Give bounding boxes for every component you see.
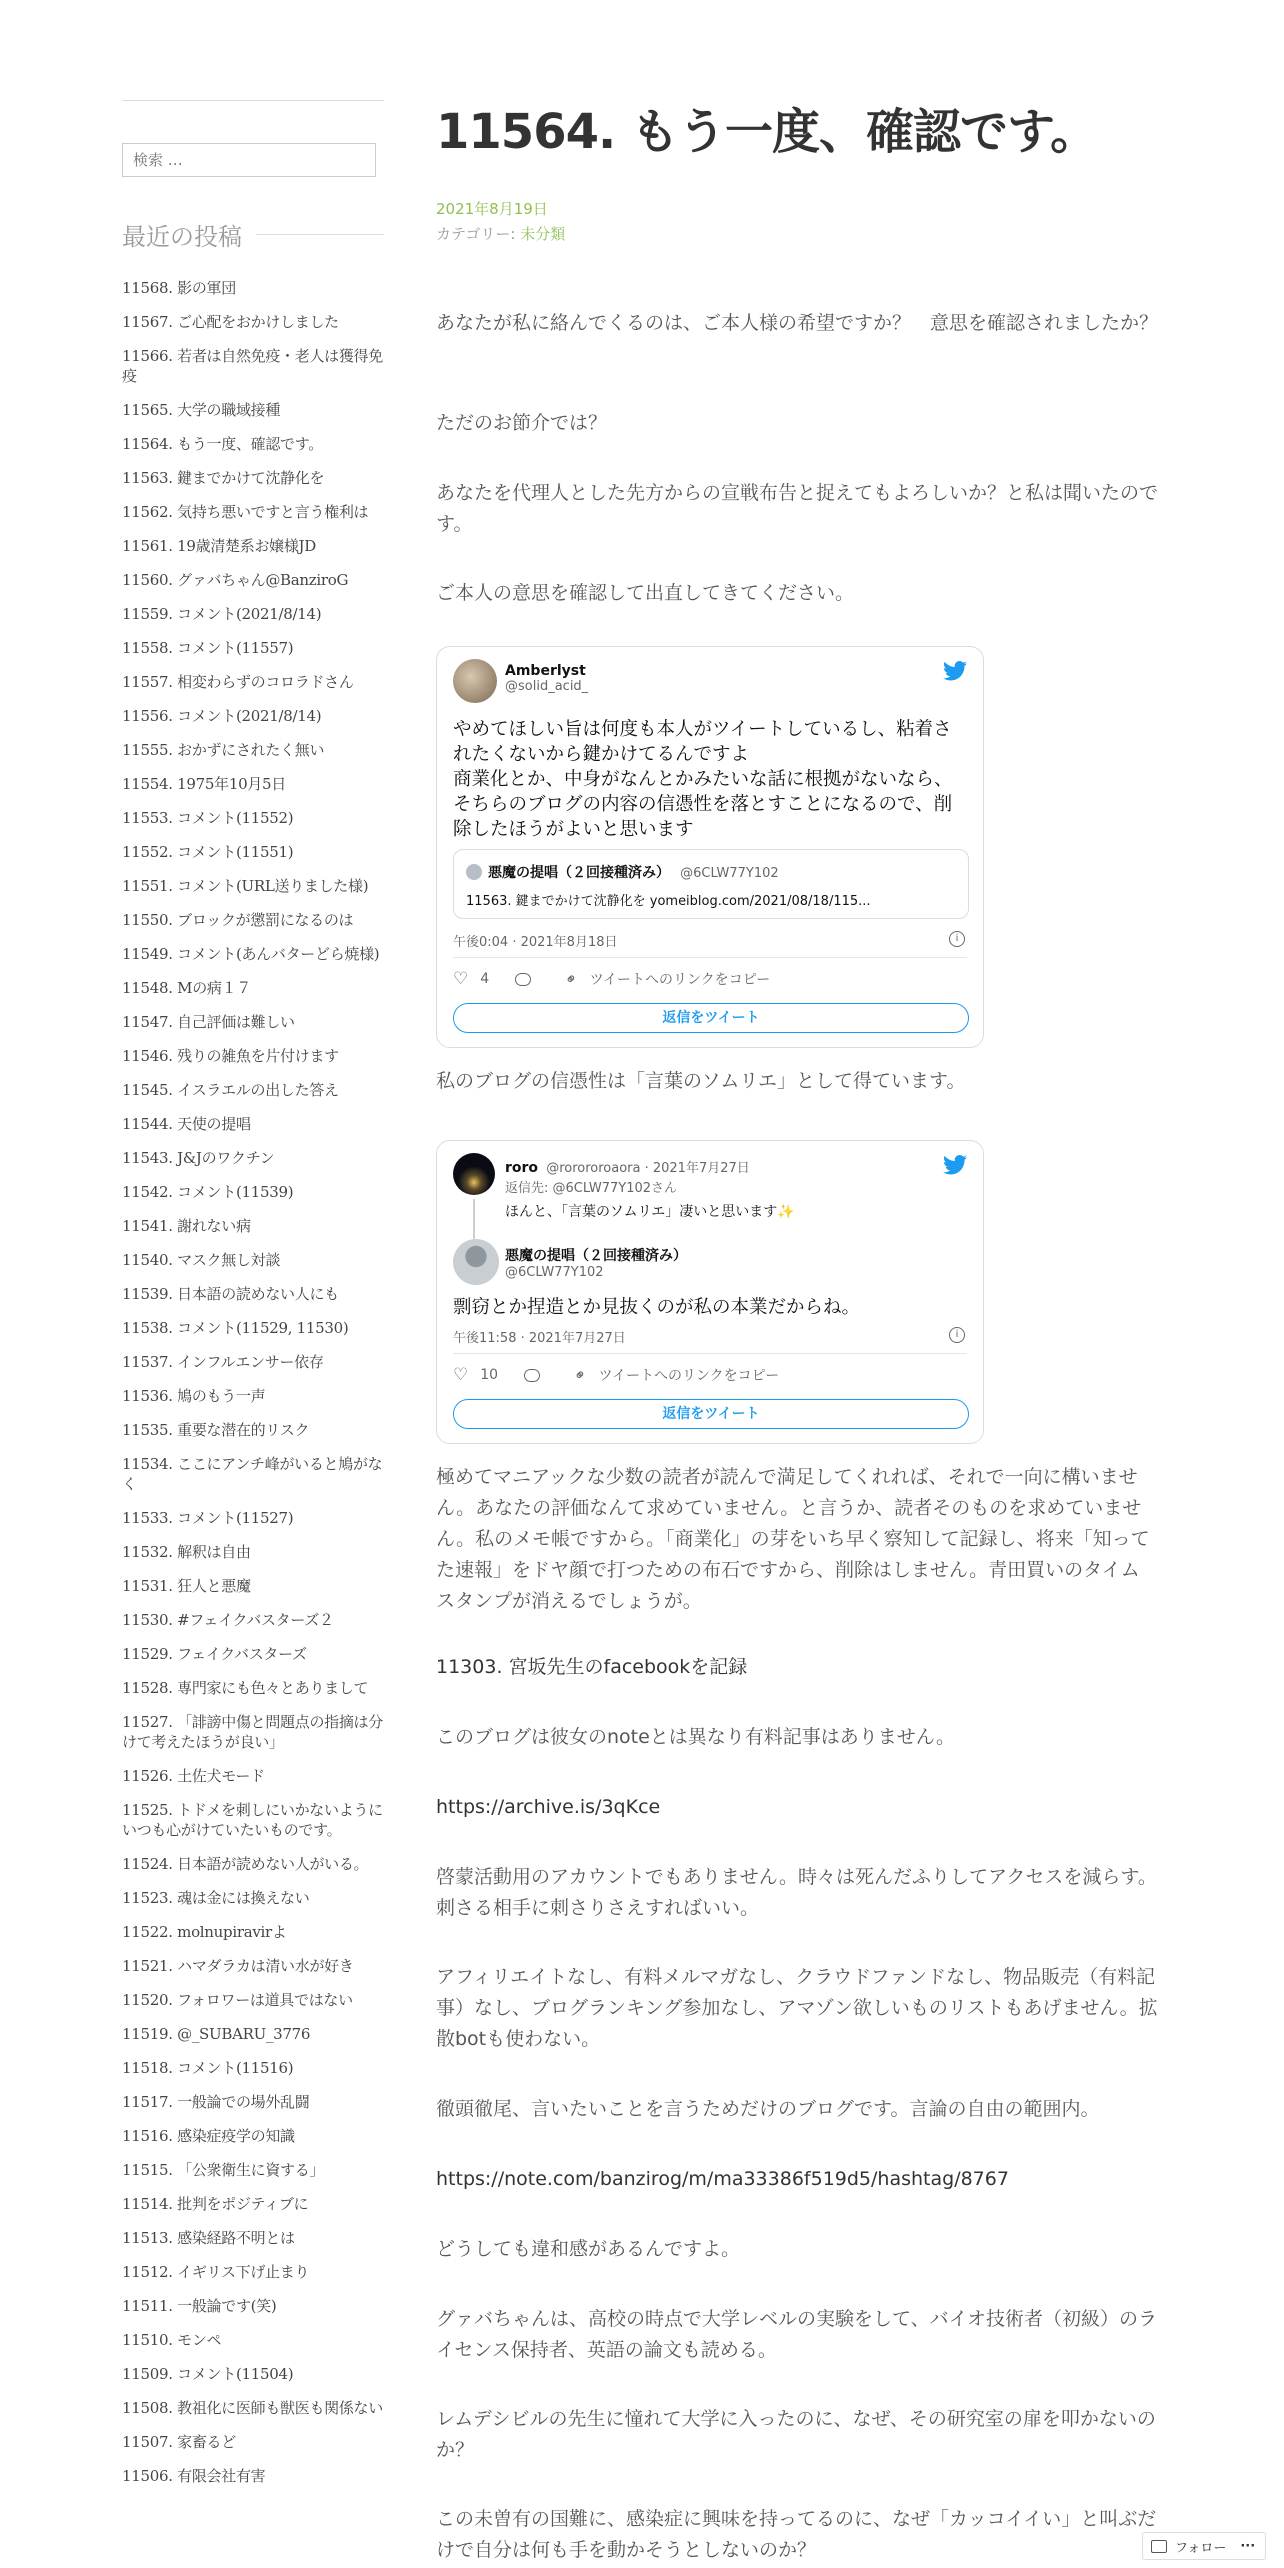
paragraph: あなたを代理人とした先方からの宣戦布告と捉えてもよろしいか？と私は聞いたのです。: [436, 482, 1159, 535]
quoted-author-name: 悪魔の提唱（２回接種済み）: [488, 865, 670, 881]
recent-post-link[interactable]: 11512. イギリス下げ止まり: [122, 2263, 310, 2281]
recent-post-link[interactable]: 11524. 日本語が読めない人がいる。: [122, 1855, 369, 1873]
tweet-body: やめてほしい旨は何度も本人がツイートしているし、粘着されたくないから鍵かけてるんですよ 商業化とか、中身がなんとかみたいな話に根拠がないなら、そちらのブログの内容の信憑性を落とすことになるので、削除したほうがよいと思います: [453, 719, 953, 840]
sidebar-top-divider: [122, 100, 384, 101]
paragraph: 徹頭徹尾、言いたいことを言うためだけのブログです。言論の自由の範囲内。: [436, 2098, 1100, 2120]
quoted-author-handle: @6CLW77Y102: [680, 866, 779, 881]
recent-post-link[interactable]: 11553. コメント(11552): [122, 809, 294, 827]
quoted-tweet[interactable]: [453, 849, 969, 919]
copy-link-label[interactable]: ツイートへのリンクをコピー: [598, 1368, 780, 1384]
tweet-body: 剽窃とか捏造とか見抜くのが私の本業だからね。: [453, 1297, 861, 1318]
post-title: 11564. もう一度、確認です。: [436, 104, 1098, 160]
recent-post-link[interactable]: 11518. コメント(11516): [122, 2059, 294, 2077]
recent-post-link[interactable]: 11536. 鳩のもう一声: [122, 1387, 266, 1405]
reply-icon[interactable]: [524, 1369, 540, 1382]
category-link[interactable]: 未分類: [520, 225, 566, 243]
recent-post-link[interactable]: 11547. 自己評価は難しい: [122, 1013, 295, 1031]
tweet-timestamp[interactable]: 午後0:04 · 2021年8月18日: [453, 935, 618, 950]
tweet-author-name[interactable]: Amberlyst: [505, 663, 586, 679]
category-label: カテゴリー:: [436, 225, 521, 243]
recent-post-link[interactable]: 11566. 若者は自然免疫・老人は獲得免疫: [122, 347, 383, 385]
recent-post-link[interactable]: 11526. 土佐犬モード: [122, 1767, 265, 1785]
recent-post-link[interactable]: 11543. J&Jのワクチン: [122, 1149, 275, 1167]
wordpress-follow-icon: [1151, 2540, 1167, 2553]
reply-tweet-button[interactable]: 返信をツイート: [453, 1003, 969, 1033]
copy-link-label[interactable]: ツイートへのリンクをコピー: [589, 972, 771, 988]
reply-icon[interactable]: [515, 973, 531, 986]
recent-post-link[interactable]: 11522. molnupiravirよ: [122, 1923, 287, 1941]
recent-post-link[interactable]: 11532. 解釈は自由: [122, 1543, 251, 1561]
parent-tweet-text: ほんと、「言葉のソムリエ」凄いと思います✨: [505, 1204, 795, 1220]
tweet-timestamp[interactable]: 午後11:58 · 2021年7月27日: [453, 1331, 626, 1346]
recent-posts-heading: [122, 217, 384, 252]
paragraph: この未曽有の国難に、感染症に興味を持ってるのに、なぜ「カッコイイい」と叫ぶだけで自分は何も手を動かそうとしないのか？: [436, 2508, 1157, 2561]
recent-post-link[interactable]: 11564. もう一度、確認です。: [122, 435, 323, 453]
paragraph: 極めてマニアックな少数の読者が読んで満足してくれれば、それで一向に構いません。あなたの評価なんて求めていません。と言うか、読者そのものを求めていません。私のメモ帳ですから。「商業化」の芽をいち早く察知して記録し、将来「知ってた速報」をドヤ顔で打つための布石ですから、削除はしません。青田買いのタイムスタンプが消えるでしょうが。: [436, 1466, 1150, 1612]
recent-post-link[interactable]: 11533. コメント(11527): [122, 1509, 294, 1527]
recent-post-link[interactable]: 11552. コメント(11551): [122, 843, 294, 861]
tweet-author-handle[interactable]: @6CLW77Y102: [505, 1265, 604, 1280]
recent-post-link[interactable]: 11540. マスク無し対談: [122, 1251, 281, 1269]
recent-post-link[interactable]: 11548. Mの病１７: [122, 979, 252, 997]
paragraph: このブログは彼女のnoteとは異なり有料記事はありません。: [436, 1726, 955, 1748]
recent-post-link[interactable]: 11530. #フェイクバスターズ２: [122, 1611, 334, 1629]
recent-post-link[interactable]: 11544. 天使の提唱: [122, 1115, 251, 1133]
recent-post-link[interactable]: 11509. コメント(11504): [122, 2365, 294, 2383]
paragraph: レムデシビルの先生に憧れて大学に入ったのに、なぜ、その研究室の扉を叩かないのか？: [436, 2408, 1156, 2461]
recent-post-link[interactable]: 11550. ブロックが懲罰になるのは: [122, 911, 354, 929]
like-icon[interactable]: ♡: [453, 1365, 469, 1385]
recent-post-link[interactable]: 11555. おかずにされたく無い: [122, 741, 325, 759]
recent-post-link[interactable]: 11521. ハマダラカは清い水が好き: [122, 1957, 354, 1975]
recent-post-link[interactable]: 11519. @_SUBARU_3776: [122, 2025, 311, 2043]
twitter-bird-icon[interactable]: [943, 1155, 967, 1175]
recent-posts-list: [122, 278, 384, 2486]
info-icon[interactable]: i: [949, 1327, 965, 1343]
recent-post-link[interactable]: 11567. ご心配をおかけしました: [122, 313, 339, 331]
post-date[interactable]: 2021年8月19日: [436, 200, 548, 218]
recent-post-link[interactable]: 11535. 重要な潜在的リスク: [122, 1421, 310, 1439]
follow-label: フォロー: [1175, 2540, 1227, 2556]
recent-post-link[interactable]: 11511. 一般論です(笑): [122, 2297, 277, 2315]
tweet-divider: [453, 1353, 967, 1354]
heading-divider: [256, 234, 384, 235]
tweet-author-name[interactable]: 悪魔の提唱（２回接種済み）: [505, 1248, 687, 1264]
recent-post-link[interactable]: 11545. イスラエルの出した答え: [122, 1081, 339, 1099]
link-icon[interactable]: ⚭: [560, 968, 583, 990]
avatar: [453, 659, 497, 703]
avatar: [453, 1153, 495, 1195]
recent-post-link[interactable]: 11513. 感染経路不明とは: [122, 2229, 295, 2247]
recent-post-link[interactable]: 11557. 相変わらずのコロラドさん: [122, 673, 354, 691]
follow-button[interactable]: [1142, 2532, 1266, 2560]
tweet-author-handle[interactable]: @solid_acid_: [505, 679, 589, 694]
quoted-text: 11563. 鍵までかけて沈静化を yomeiblog.com/2021/08/18/115...: [466, 894, 871, 909]
recent-post-link[interactable]: 11561. 19歳清楚系お嬢様JD: [122, 537, 316, 555]
recent-post-link[interactable]: 11549. コメント(あんバターどら焼様): [122, 945, 380, 963]
search-input[interactable]: [122, 143, 376, 177]
avatar: [453, 1239, 499, 1285]
paragraph: ただのお節介では？: [436, 412, 608, 434]
recent-post-link[interactable]: 11558. コメント(11557): [122, 639, 294, 657]
recent-post-link[interactable]: 11565. 大学の職域接種: [122, 401, 281, 419]
recent-post-link[interactable]: 11515. 「公衆衛生に資する」: [122, 2161, 325, 2179]
post-link-text: 11303. 宮坂先生のfacebookを記録: [436, 1656, 748, 1678]
recent-post-link[interactable]: 11507. 家畜るど: [122, 2433, 236, 2451]
paragraph: どうしても違和感があるんですよ。: [436, 2238, 741, 2260]
thread-line: [473, 1199, 475, 1239]
recent-post-link[interactable]: 11517. 一般論での場外乱闘: [122, 2093, 310, 2111]
sidebar: [122, 100, 384, 2500]
paragraph: 私のブログの信憑性は「言葉のソムリエ」として得ています。: [436, 1070, 966, 1092]
recent-post-link[interactable]: 11537. インフルエンサー依存: [122, 1353, 324, 1371]
recent-posts-title: 最近の投稿: [122, 223, 242, 251]
link-icon[interactable]: ⚭: [569, 1364, 592, 1386]
recent-post-link[interactable]: 11508. 教祖化に医師も獣医も関係ない: [122, 2399, 383, 2417]
like-icon[interactable]: ♡: [453, 969, 469, 989]
recent-post-link[interactable]: 11520. フォロワーは道具ではない: [122, 1991, 353, 2009]
tweet-author-handle-date[interactable]: @rorororoaora · 2021年7月27日: [546, 1161, 750, 1176]
avatar: [466, 864, 482, 880]
recent-post-link[interactable]: 11529. フェイクバスターズ: [122, 1645, 307, 1663]
recent-post-link[interactable]: 11563. 鍵までかけて沈静化を: [122, 469, 325, 487]
paragraph: あなたが私に絡んでくるのは、ご本人様の希望ですか？ 意思を確認されましたか？: [436, 312, 1159, 334]
like-count: 4: [480, 971, 490, 987]
recent-post-link[interactable]: 11528. 専門家にも色々とありまして: [122, 1679, 369, 1697]
tweet-actions: [453, 969, 770, 989]
embedded-tweet[interactable]: [436, 1140, 984, 1444]
recent-post-link[interactable]: 11542. コメント(11539): [122, 1183, 294, 1201]
recent-post-link[interactable]: 11510. モンペ: [122, 2331, 222, 2349]
recent-post-link[interactable]: 11516. 感染症疫学の知識: [122, 2127, 295, 2145]
main-content: [436, 100, 1159, 2561]
more-icon[interactable]: ···: [1240, 2538, 1256, 2554]
info-icon[interactable]: i: [949, 931, 965, 947]
paragraph: 啓蒙活動用のアカウントでもありません。時々は死んだふりしてアクセスを減らす。刺さる相手に刺さりさえすればいい。: [436, 1866, 1157, 1919]
recent-post-link[interactable]: 11568. 影の軍団: [122, 279, 236, 297]
recent-post-link[interactable]: 11525. トドメを刺しにいかないようにいつも心がけていたいものです。: [122, 1801, 383, 1839]
recent-post-link[interactable]: 11559. コメント(2021/8/14): [122, 605, 322, 623]
embedded-tweet[interactable]: [436, 646, 984, 1048]
recent-post-link[interactable]: 11514. 批判をポジティブに: [122, 2195, 309, 2213]
recent-post-link[interactable]: 11554. 1975年10月5日: [122, 775, 286, 793]
paragraph: ご本人の意思を確認して出直してきてください。: [436, 582, 855, 604]
tweet-author-name[interactable]: roro: [505, 1160, 539, 1176]
note-url[interactable]: https://note.com/banzirog/m/ma33386f519d5/hashtag/8767: [436, 2168, 1009, 2190]
tweet-divider: [453, 957, 967, 958]
recent-post-link[interactable]: 11523. 魂は金には換えない: [122, 1889, 310, 1907]
recent-post-link[interactable]: 11506. 有限会社有害: [122, 2467, 266, 2485]
recent-post-link[interactable]: 11551. コメント(URL送りました様): [122, 877, 369, 895]
tweet-actions: [453, 1365, 779, 1385]
paragraph: グァバちゃんは、高校の時点で大学レベルの実験をして、バイオ技術者（初級）のライセンス保持者、英語の論文も読める。: [436, 2308, 1158, 2361]
reply-tweet-button[interactable]: 返信をツイート: [453, 1399, 969, 1429]
recent-post-link[interactable]: 11562. 気持ち悪いですと言う権利は: [122, 503, 369, 521]
twitter-bird-icon[interactable]: [943, 661, 967, 681]
recent-post-link[interactable]: 11539. 日本語の読めない人にも: [122, 1285, 339, 1303]
paragraph: アフィリエイトなし、有料メルマガなし、クラウドファンドなし、物品販売（有料記事）なし、ブログランキング参加なし、アマゾン欲しいものリストもあげません。拡散botも使わない。: [436, 1966, 1158, 2050]
recent-post-link[interactable]: 11531. 狂人と悪魔: [122, 1577, 251, 1595]
post-category: [436, 223, 1158, 244]
recent-post-link[interactable]: 11546. 残りの雑魚を片付けます: [122, 1047, 339, 1065]
recent-post-link[interactable]: 11556. コメント(2021/8/14): [122, 707, 322, 725]
recent-post-link[interactable]: 11541. 謝れない病: [122, 1217, 251, 1235]
recent-post-link[interactable]: 11534. ここにアンチ峰がいると鳩がなく: [122, 1455, 383, 1493]
recent-post-link[interactable]: 11560. グァバちゃん@BanziroG: [122, 571, 349, 589]
like-count: 10: [480, 1367, 499, 1383]
reply-to: 返信先: @6CLW77Y102さん: [505, 1181, 678, 1196]
recent-post-link[interactable]: 11527. 「誹謗中傷と問題点の指摘は分けて考えたほうが良い」: [122, 1713, 383, 1751]
archive-url[interactable]: https://archive.is/3qKce: [436, 1796, 661, 1818]
recent-post-link[interactable]: 11538. コメント(11529, 11530): [122, 1319, 349, 1337]
